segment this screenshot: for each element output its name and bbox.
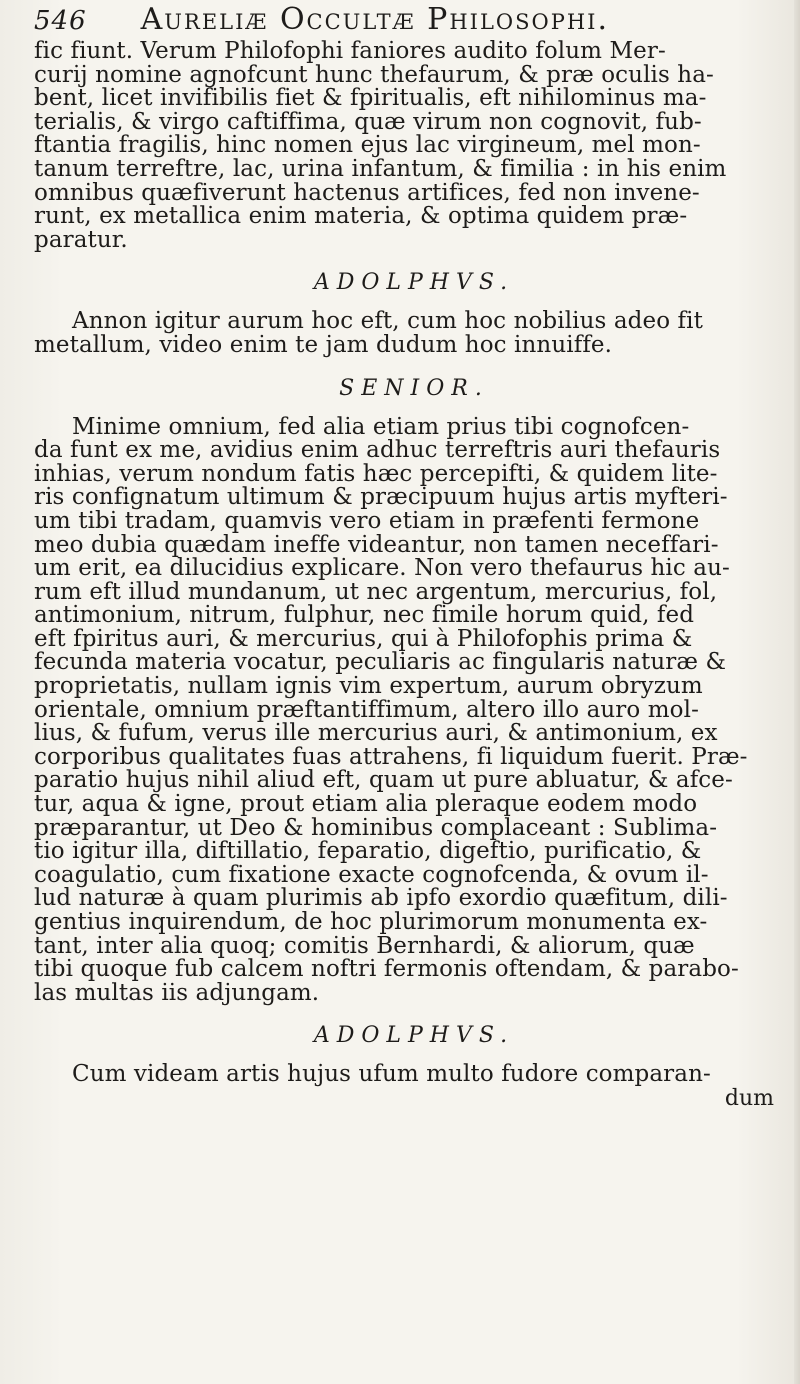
page-number: 546 [34, 6, 87, 36]
running-title: Aureliæ Occultæ Philosophi. [140, 2, 610, 37]
text-line: Minime omnium, fed alia etiam prius tibi cognofcen- [72, 413, 690, 440]
text-line: præparantur, ut Deo & hominibus complaceant : Sublima- [34, 814, 718, 841]
text-line: terialis, & virgo caftiffima, quæ virum non cognovit, fub- [34, 108, 702, 135]
text-line: coagulatio, cum fixatione exacte cognofcenda, & ovum il- [34, 861, 709, 888]
page-text [34, 40, 794, 1111]
text-line: tio igitur illa, diftillatio, feparatio, digeftio, purificatio, & [34, 838, 702, 865]
text-line: um tibi tradam, quamvis vero etiam in præfenti fermone [34, 507, 700, 534]
text-line: fic fiunt. Verum Philofophi faniores audito folum Mer- [34, 38, 666, 64]
text-line: tanum terreftre, lac, urina infantum, & fimilia : in his enim [34, 155, 727, 182]
text-line: corporibus qualitates fuas attrahens, fi liquidum fuerit. Præ- [34, 743, 748, 770]
text-line: paratur. [34, 226, 128, 253]
text-line: fecunda materia vocatur, peculiaris ac fingularis naturæ & [34, 649, 727, 676]
text-line: Annon igitur aurum hoc eft, cum hoc nobilius adeo fit [72, 308, 703, 335]
page-edge [794, 0, 800, 1384]
page-header [34, 2, 764, 42]
text-line: proprietatis, nullam ignis vim expertum, aurum obryzum [34, 673, 703, 700]
speaker-heading-senior: SENIOR. [339, 375, 489, 401]
text-line: bent, licet invifibilis fiet & fpiritualis, eft nihilominus ma- [34, 85, 707, 112]
text-line: runt, ex metallica enim materia, & optima quidem præ- [34, 203, 688, 230]
text-line: ftantia fragilis, hinc nomen ejus lac virgineum, mel mon- [34, 132, 701, 159]
text-line: tur, aqua & igne, prout etiam alia pleraque eodem modo [34, 791, 698, 818]
text-line: curij nomine agnofcunt hunc thefaurum, & præ oculis ha- [34, 61, 714, 88]
speaker-heading-adolphus: ADOLPHVS. [313, 270, 515, 296]
paragraph-3 [34, 413, 794, 1006]
text-line: da funt ex me, avidius enim adhuc terreftris auri thefauris [34, 437, 721, 464]
text-line: um erit, ea dilucidius explicare. Non vero thefaurus hic au- [34, 555, 730, 582]
text-line: paratio hujus nihil aliud eft, quam ut pure abluatur, & afce- [34, 767, 733, 794]
paragraph-1 [34, 40, 794, 252]
paragraph-4 [34, 1063, 794, 1087]
speaker-heading-adolphus: ADOLPHVS. [313, 1023, 515, 1049]
text-line: gentius inquirendum, de hoc plurimorum monumenta ex- [34, 909, 708, 935]
text-line: omnibus quæfiverunt hactenus artifices, fed non invene- [34, 179, 700, 206]
text-line: antimonium, nitrum, fulphur, nec fimile horum quid, fed [34, 602, 695, 629]
paragraph-2 [34, 310, 794, 357]
text-line: las multas iis adjungam. [34, 979, 320, 1006]
text-line: eft fpiritus auri, & mercurius, qui à Philofophis prima & [34, 625, 693, 652]
catchword: dum [724, 1085, 774, 1111]
text-line: tant, inter alia quoq; comitis Bernhardi, & aliorum, quæ [34, 932, 695, 959]
text-line: rum eft illud mundanum, ut nec argentum, mercurius, fol, [34, 578, 718, 605]
text-line: Cum videam artis hujus ufum multo fudore comparan- [72, 1061, 711, 1088]
text-line: tibi quoque fub calcem noftri fermonis oftendam, & parabo- [34, 956, 739, 983]
text-line: lius, & fufum, verus ille mercurius auri, & antimonium, ex [34, 720, 718, 747]
text-line: orientale, omnium præftantiffimum, altero illo auro mol- [34, 696, 699, 723]
text-line: inhias, verum nondum fatis hæc percepifti, & quidem lite- [34, 460, 718, 487]
text-line: ris confignatum ultimum & præcipuum hujus artis myfteri- [34, 484, 728, 511]
text-line: meo dubia quædam ineffe videantur, non tamen neceffari- [34, 531, 719, 558]
text-line: metallum, video enim te jam dudum hoc innuiffe. [34, 331, 613, 358]
text-line: lud naturæ à quam plurimis ab ipfo exordio quæfitum, dili- [34, 885, 728, 912]
